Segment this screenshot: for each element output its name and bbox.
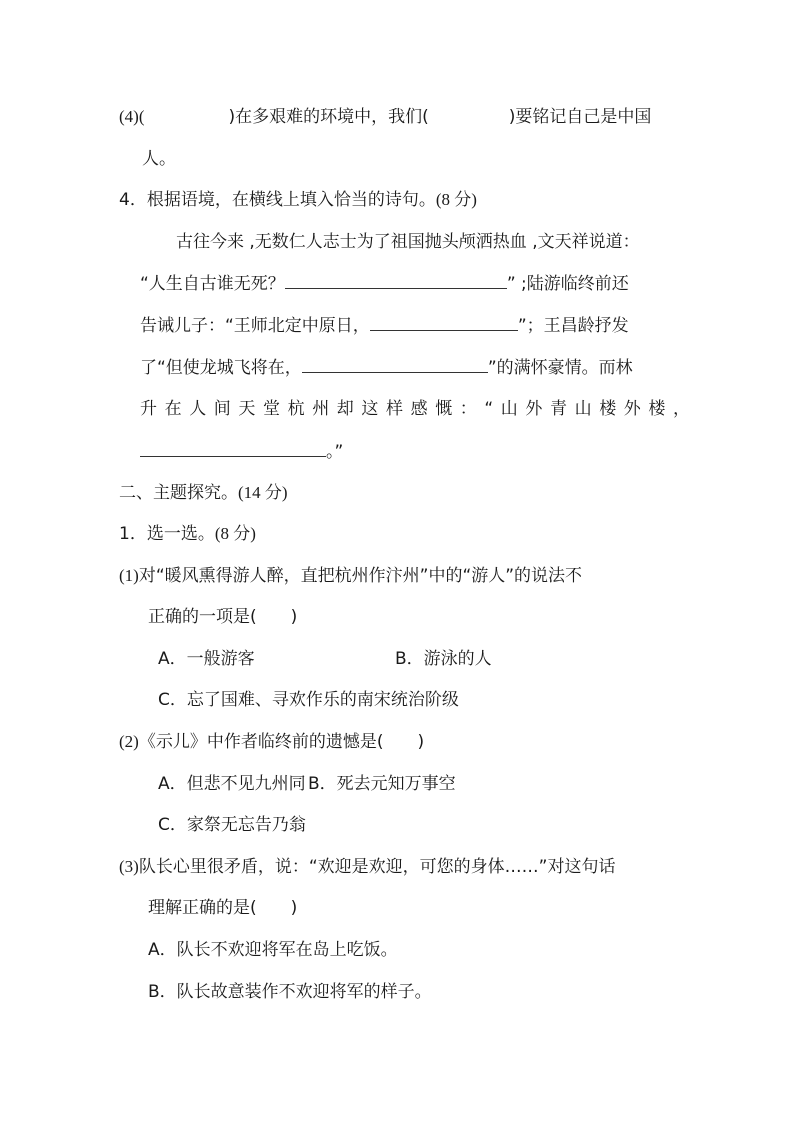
option-text: A．一般游客 xyxy=(158,649,255,669)
mc-item-2-option-c[interactable] xyxy=(158,814,306,836)
item-text: )在多艰难的环境中，我们( xyxy=(228,107,429,127)
option-text: B．游泳的人 xyxy=(395,649,492,669)
s2-question-1-heading xyxy=(119,523,256,545)
paragraph-text: 古往今来 ,无数仁人志士为了祖国抛头颅洒热血 ,文天祥说道： xyxy=(176,232,640,252)
score-label: (8 分) xyxy=(435,190,477,209)
option-text: B．队长故意装作不欢迎将军的样子。 xyxy=(148,982,432,1002)
paragraph-text: ” ;陆游临终前还 xyxy=(506,274,629,294)
mc-item-3-option-a[interactable] xyxy=(148,939,398,961)
item-number: (2) xyxy=(119,732,139,751)
mc-item-2-option-a[interactable] xyxy=(158,773,306,795)
item-stem: 对“暖风熏得游人醉，直把杭州作汴州”中的“游人”的说法不 xyxy=(138,566,583,586)
mc-item-2-option-b[interactable] xyxy=(308,773,456,795)
item-stem: 队长心里很矛盾，说：“欢迎是欢迎，可您的身体……”对这句话 xyxy=(138,857,616,877)
question-text: 1．选一选。 xyxy=(119,524,215,544)
question-number: 4． xyxy=(119,190,147,210)
score-label: (14 分) xyxy=(238,483,288,502)
mc-item-1-option-b[interactable] xyxy=(395,648,492,670)
item-number: (3) xyxy=(119,857,139,876)
item-number: (4)( xyxy=(119,107,145,126)
poem-paragraph-line1 xyxy=(176,231,640,253)
section-title: 二、主题探究。 xyxy=(119,483,238,503)
poem-paragraph-line3 xyxy=(140,314,629,337)
option-text: C．家祭无忘告乃翁 xyxy=(158,815,306,835)
mc-item-2-stem-line1 xyxy=(119,731,424,753)
item-stem: 理解正确的是( ) xyxy=(148,898,298,918)
item-text: 人。 xyxy=(142,149,176,169)
poem-paragraph-line2 xyxy=(140,272,629,295)
poem-paragraph-line4 xyxy=(140,356,633,379)
paragraph-text: 了“但使龙城飞将在， xyxy=(140,358,302,378)
mc-item-1-stem-line1 xyxy=(119,565,582,587)
mc-item-3-stem-line1 xyxy=(119,856,615,878)
fill-blank-1[interactable] xyxy=(285,272,507,289)
paragraph-text: ”的满怀豪情。而林 xyxy=(487,358,633,378)
option-text: A．但悲不见九州同 xyxy=(158,774,306,794)
option-text: A．队长不欢迎将军在岛上吃饭。 xyxy=(148,940,398,960)
item-number: (1) xyxy=(119,566,139,585)
poem-paragraph-line5 xyxy=(140,398,698,420)
section-2-heading xyxy=(119,482,288,504)
mc-item-3-stem-line2 xyxy=(148,897,297,919)
paragraph-text: “人生自古谁无死？ xyxy=(140,274,285,294)
score-label: (8 分) xyxy=(214,524,256,543)
paragraph-text: 。” xyxy=(326,442,344,462)
question-4-heading xyxy=(119,189,477,211)
question-text: 根据语境，在横线上填入恰当的诗句。 xyxy=(146,190,436,210)
mc-item-3-option-b[interactable] xyxy=(148,981,432,1003)
item-4-line2 xyxy=(142,148,176,170)
item-stem: 《示儿》中作者临终前的遗憾是( ) xyxy=(138,732,425,752)
option-text: C．忘了国难、寻欢作乐的南宋统治阶级 xyxy=(158,690,459,710)
item-stem: 正确的一项是( ) xyxy=(148,607,298,627)
fill-blank-4[interactable] xyxy=(140,440,326,457)
mc-item-1-option-c[interactable] xyxy=(158,689,459,711)
poem-paragraph-line6 xyxy=(140,440,343,463)
option-text: B．死去元知万事空 xyxy=(308,774,456,794)
item-4-line1 xyxy=(119,106,651,128)
fill-blank-3[interactable] xyxy=(302,356,488,373)
item-text: )要铭记自己是中国 xyxy=(508,107,652,127)
fill-blank-2[interactable] xyxy=(370,314,518,331)
mc-item-1-stem-line2 xyxy=(148,606,297,628)
mc-item-1-option-a[interactable] xyxy=(158,648,255,670)
paragraph-text: ”；王昌龄抒发 xyxy=(517,316,629,336)
paragraph-text: 升在人间天堂杭州却这样感慨：“山外青山楼外楼， xyxy=(140,399,698,419)
paragraph-text: 告诫儿子：“王师北定中原日， xyxy=(140,316,370,336)
